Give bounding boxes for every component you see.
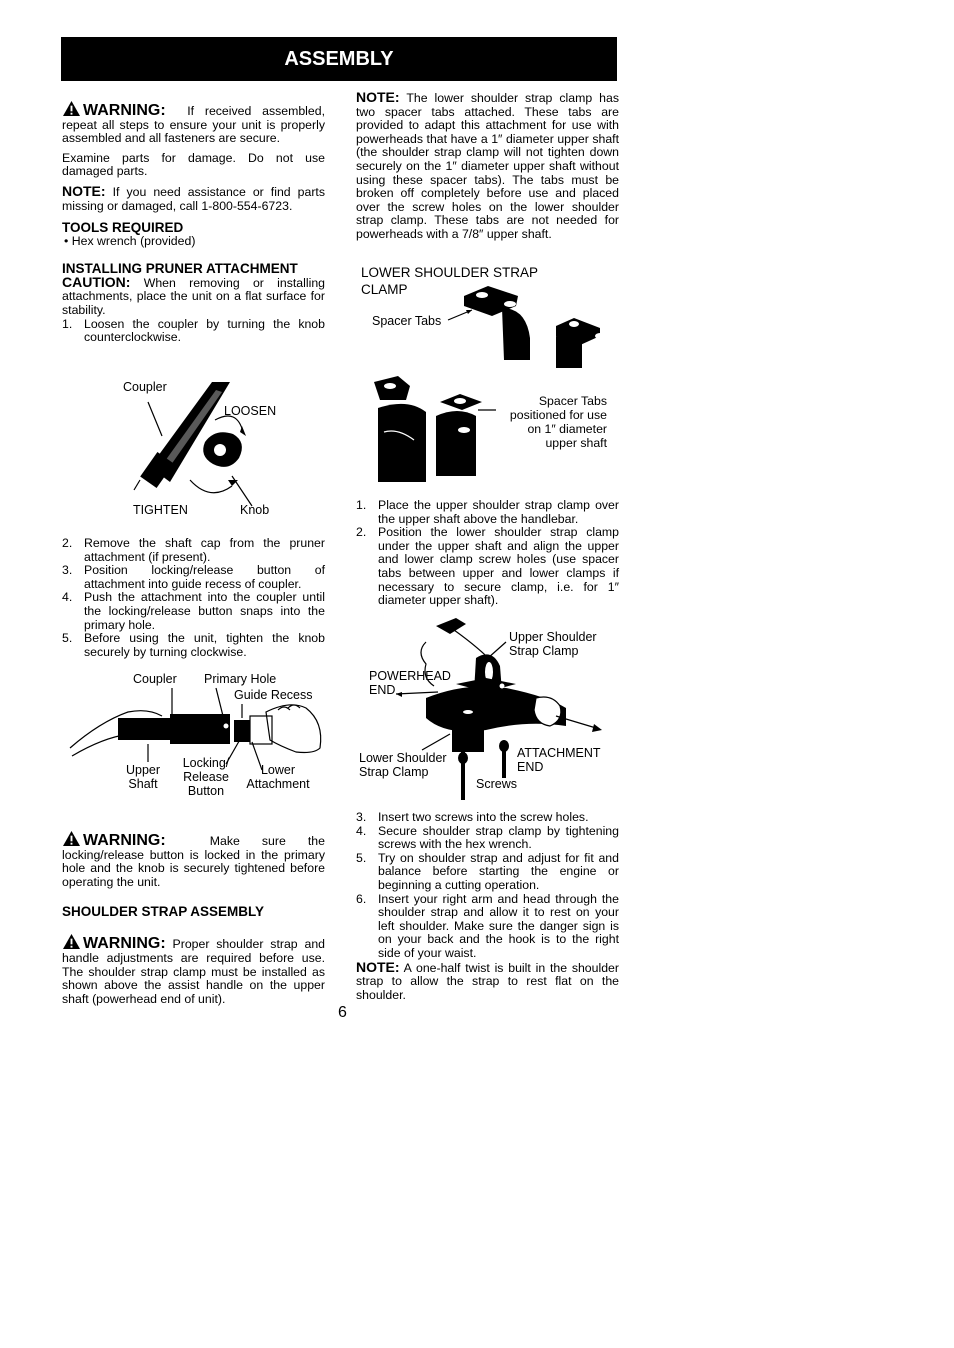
list-item: 3. Insert two screws into the screw holes. xyxy=(356,810,589,824)
list-item: 6. Insert your right arm and head through the shoulder strap and allow it to rest on your left shoulder. Make sure the danger sign is on your back and the hook is to the right side of your waist. xyxy=(356,891,619,960)
pruner-heading: INSTALLING PRUNER ATTACHMENT xyxy=(62,260,298,276)
section-title: ASSEMBLY xyxy=(284,47,394,70)
warning-paragraph-1: WARNING: If received assembled, repeat all steps to ensure your unit is properly assembled and all fasteners are secure. xyxy=(62,102,325,146)
left-lower-column xyxy=(62,830,325,1012)
caution-paragraph: CAUTION: When removing or installing attachments, place the unit on a flat surface for stability. xyxy=(62,273,326,317)
step-list-2 xyxy=(62,537,325,659)
step-list-4 xyxy=(356,811,619,961)
warning-paragraph-2: WARNING: Make sure the locking/release button is locked in the primary hole and the knob is securely tightened before operating the unit. xyxy=(62,832,325,889)
fig4-powerhead-end-label: POWERHEAD END xyxy=(369,669,451,697)
fig3-spacer-tabs-label: Spacer Tabs xyxy=(372,314,442,328)
warning-triangle-icon xyxy=(62,100,81,117)
fig4-screws-label: Screws xyxy=(476,777,517,791)
lower-clamp-figure xyxy=(360,262,622,490)
warning-triangle-icon xyxy=(62,830,81,847)
list-item: 2. Position the lower shoulder strap clamp under the upper shaft and align the upper and lower clamp screw holes (use spacer tabs between upper and lower clamps if necessary to secure clamp, i.e. for 1″ diameter upper shaft). xyxy=(356,525,619,608)
section-banner xyxy=(61,37,617,81)
fig3-spacer-note-label: Spacer Tabs positioned for use on 1″ diameter upper shaft xyxy=(509,394,607,450)
list-item: 1. Loosen the coupler by turning the knob counterclockwise. xyxy=(62,316,325,345)
fig2-upper-shaft-label: Upper Shaft xyxy=(125,763,161,791)
fig3-title: LOWER SHOULDER STRAP CLAMP xyxy=(361,265,538,297)
list-item: 4. Secure shoulder strap clamp by tightening screws with the hex wrench. xyxy=(356,823,619,852)
list-item: 5. Try on shoulder strap and adjust for fit and balance before starting the engine or beginning a cutting operation. xyxy=(356,850,619,892)
fig2-coupler-label: Coupler xyxy=(133,672,177,686)
fig4-attachment-end-label: ATTACHMENT END xyxy=(517,746,601,774)
tools-heading: TOOLS REQUIRED xyxy=(62,220,184,236)
left-column xyxy=(62,100,325,345)
fig4-lower-clamp-label: Lower Shoulder Strap Clamp xyxy=(359,751,447,779)
warning-triangle-icon xyxy=(62,933,81,950)
fig1-coupler-label: Coupler xyxy=(123,380,167,394)
list-item: 4. Push the attachment into the coupler until the locking/release button snaps into the primary hole. xyxy=(62,590,325,632)
fig1-loosen-label: LOOSEN xyxy=(224,404,277,418)
list-item: 2. Remove the shaft cap from the pruner attachment (if present). xyxy=(62,536,325,564)
note-paragraph-3: NOTE: A one-half twist is built in the shoulder strap to allow the strap to rest flat on the shoulder. xyxy=(356,958,619,1002)
step-list-3 xyxy=(356,499,619,608)
examine-paragraph: Examine parts for damage. Do not use damaged parts. xyxy=(62,150,325,179)
fig1-knob-label: Knob xyxy=(240,503,270,517)
left-steps xyxy=(62,537,325,659)
coupler-figure xyxy=(120,372,320,522)
strap-clamp-figure xyxy=(356,612,620,810)
warning-paragraph-3: WARNING: Proper shoulder strap and handle adjustments are required before use. The shoulder strap clamp must be installed as shown above the assist handle on the upper shaft (powerhead end of unit). xyxy=(62,935,325,1006)
step-list-1 xyxy=(62,318,325,345)
fig2-primary-hole-label: Primary Hole xyxy=(204,672,277,686)
attachment-figure xyxy=(66,670,328,802)
right-steps-a xyxy=(356,499,619,608)
coupler-illustration xyxy=(120,372,320,522)
fig2-locking-button-label: Locking/ Release Button xyxy=(182,756,230,798)
note-paragraph-1: NOTE: If you need assistance or find parts missing or damaged, call 1-800-554-6723. xyxy=(62,182,325,213)
fig2-guide-recess-label: Guide Recess xyxy=(234,688,313,702)
right-steps-b xyxy=(356,811,619,1008)
page-number: 6 xyxy=(338,1004,347,1021)
note-paragraph-2: NOTE: The lower shoulder strap clamp has two spacer tabs attached. These tabs are provided to adapt this attachment for use with powerheads that have a 1″ diameter upper shaft (the shoulder strap clamp will not tighten down securely on the 1″ diameter upper shaft without using these spacer tabs). The tabs must be broken off completely before use and placed over the screw holes on the lower shoulder strap clamp. These tabs are not needed for powerheads with a 7/8″ upper shaft. xyxy=(356,89,620,241)
list-item: 3. Position locking/release button of attachment into guide recess of coupler. xyxy=(62,563,325,591)
list-item: 5. Before using the unit, tighten the knob securely by turning clockwise. xyxy=(62,631,325,659)
tools-item: • Hex wrench (provided) xyxy=(64,234,196,249)
fig1-tighten-label: TIGHTEN xyxy=(133,503,188,517)
fig2-lower-attachment-label: Lower Attachment xyxy=(246,763,310,791)
list-item: 1. Place the upper shoulder strap clamp over the upper shaft above the handlebar. xyxy=(356,498,619,526)
right-column xyxy=(356,91,619,248)
shoulder-heading: SHOULDER STRAP ASSEMBLY xyxy=(62,904,265,920)
fig4-upper-clamp-label: Upper Shoulder Strap Clamp xyxy=(509,630,597,658)
